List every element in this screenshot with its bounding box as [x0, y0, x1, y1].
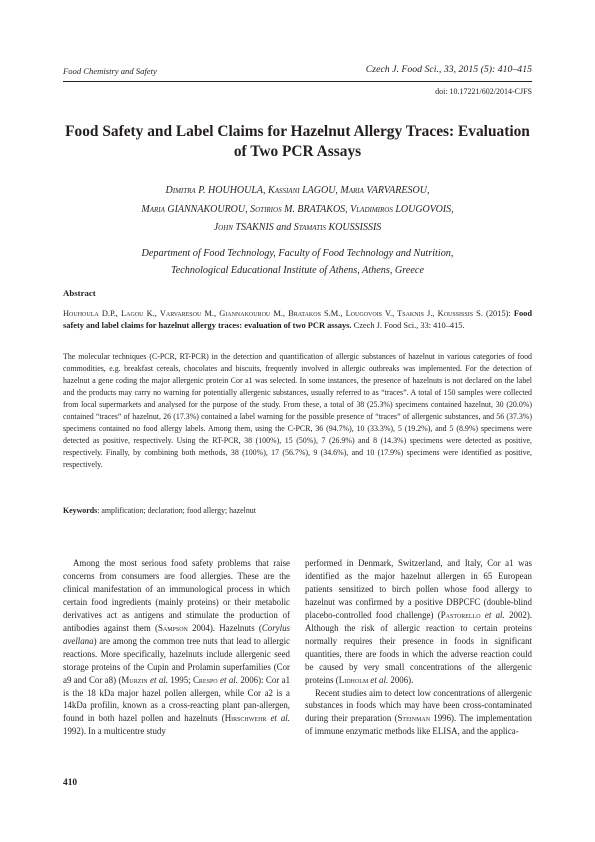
reference-author[interactable]: Pastorello	[440, 609, 481, 620]
page-number: 410	[63, 778, 78, 788]
affiliation-line: Technological Educational Institute of Athens, Athens, Greece	[171, 265, 424, 276]
reference-author[interactable]: Crespo	[193, 674, 218, 685]
paragraph: Recent studies aim to detect low concentrations of allergenic substances in foods which may have been cross-contaminated during their preparation (Steinman 1996). The implementation of immune enzymatic methods like ELISA, and the applica-	[305, 687, 532, 737]
affiliation-line: Department of Food Technology, Faculty of Food Technology and Nutrition,	[141, 248, 454, 259]
reference-author[interactable]: Steinman	[397, 713, 431, 724]
citation-title: Food safety and label claims for hazelnut allergy traces: evaluation of two PCR assays.	[63, 309, 533, 331]
body-column-left: Among the most serious food safety problems that raise concerns from consumers are food allergies. These are the clinical manifestation of an immunological process in which certain food ingredients (mainly proteins) or their metabolic derivatives act as antigens and stimulate the production of antibodies against them (Sampson 2004). Hazelnuts (Corylus avellana) are among the common tree nuts that lead to allergic reactions. More specifically, hazelnuts include allergenic seed storage proteins of the Cupin and Prolamin superfamilies (Cor a9 and Cor a8) (Murzin et al. 1995; Crespo et al. 2006): Cor a1 is the 18 kDa major hazel pollen allergen, while Cor a2 is a 14kDa profilin, known as a cross-reacting plant pan-allergen, found in both hazel pollen and hazelnuts (Hirschwehr et al. 1992). In a multicentre study	[63, 558, 291, 737]
abstract-text: The molecular techniques (C-PCR, RT-PCR) in the detection and quantification of allergic substances of hazelnut in various categories of food commodities, e.g. breakfast cereals, chocolates and biscuits, frequently involved in allergic outbreaks was implemented. For the detection of hazelnut a gene coding the major allergenic protein Cor a1 was selected. In some instances, the presence of hazelnuts is not declared on the label and the products may carry no warning for potentially allergenic substances, usually referred to as “traces”. A total of 150 samples were collected from local supermarkets and analysed for the purpose of the study. From these, a total of 38 (25.3%) specimens contained hazelnut, 30 (20.0%) contained “traces” of hazelnut, 26 (17.3%) contained a label warning for the possible presence of “traces” of allergenic substances, and 56 (37.3%) specimens contained no food allergy labels. Among them, using the C-PCR, 36 (94.7%), 10 (33.3%), 5 (19.2%), and 5 (8.9%) specimens were detected as positive, respectively. Using the RT-PCR, 38 (100%), 15 (50%), 7 (26.9%) and 8 (14.3%) specimens were detected as positive, respectively. Finally, by combining both methods, 38 (100%), 17 (56.7%), 9 (34.6%), and 10 (17.9%) specimens were identified as positive, respectively.	[63, 352, 532, 470]
reference-author[interactable]: Murzin	[121, 674, 148, 685]
author-list	[63, 182, 532, 238]
author-name: Maria GIANNAKOUROU,	[141, 203, 248, 215]
species-name: Corylus avellana	[63, 622, 290, 646]
keywords	[63, 506, 256, 515]
reference-author[interactable]: Sampson	[157, 622, 188, 633]
author-name: John TSAKNIS	[213, 222, 274, 233]
citation-authors: Houhoula D.P., Lagou K., Varvaresou M., Giannakourou M., Bratakos S.M., Lougovois V., Tsaknis J., Koussissis S. (2015):	[63, 309, 511, 318]
article-title: Food Safety and Label Claims for Hazelnut Allergy Traces: Evaluation of Two PCR Assays	[65, 123, 530, 160]
author-name: Sotirios M. BRATAKOS,	[250, 203, 348, 215]
author-name: Vladimiros LOUGOVOIS,	[350, 203, 454, 215]
author-name: Stamatis KOUSSISSIS	[293, 222, 382, 233]
reference-author[interactable]: Hirschwehr	[224, 713, 267, 724]
author-name: Maria VARVARESOU,	[340, 185, 430, 196]
citation-block	[63, 308, 532, 332]
running-head-section: Food Chemistry and Safety	[63, 66, 157, 76]
reference-author[interactable]: Lidholm	[338, 674, 369, 685]
affiliation	[63, 245, 532, 279]
citation-source: Czech J. Food Sci., 33: 410–415.	[353, 321, 465, 331]
header-rule	[63, 81, 532, 82]
doi[interactable]: doi: 10.17221/602/2014-CJFS	[435, 87, 532, 96]
author-name: Kassiani LAGOU,	[268, 185, 338, 196]
running-head-citation: Czech J. Food Sci., 33, 2015 (5): 410–415	[365, 64, 532, 75]
body-column-right	[305, 557, 532, 738]
paragraph: performed in Denmark, Switzerland, and Italy, Cor a1 was identified as the major hazelnut allergen in 65 European patients sensitized to birch pollen whose food allergy to hazelnut was confirmed by a positive DBPCFC (double-blind placebo-controlled food challenge) (Pastorello et al. 2002). Although the risk of allergic reaction to certain proteins normally requires their presence in foods in significant quantities, there are foods in which the adverse reaction could be caused by very small concentrations of the allergenic proteins (Lidholm et al. 2006).	[305, 558, 533, 685]
keywords-label: Keywords	[63, 506, 98, 515]
keywords-text: : amplification; declaration; food allergy; hazelnut	[97, 506, 256, 515]
author-name: Dimitra P. HOUHOULA,	[165, 185, 266, 196]
author-conjunction: and	[276, 222, 292, 233]
abstract-heading: Abstract	[63, 288, 96, 298]
